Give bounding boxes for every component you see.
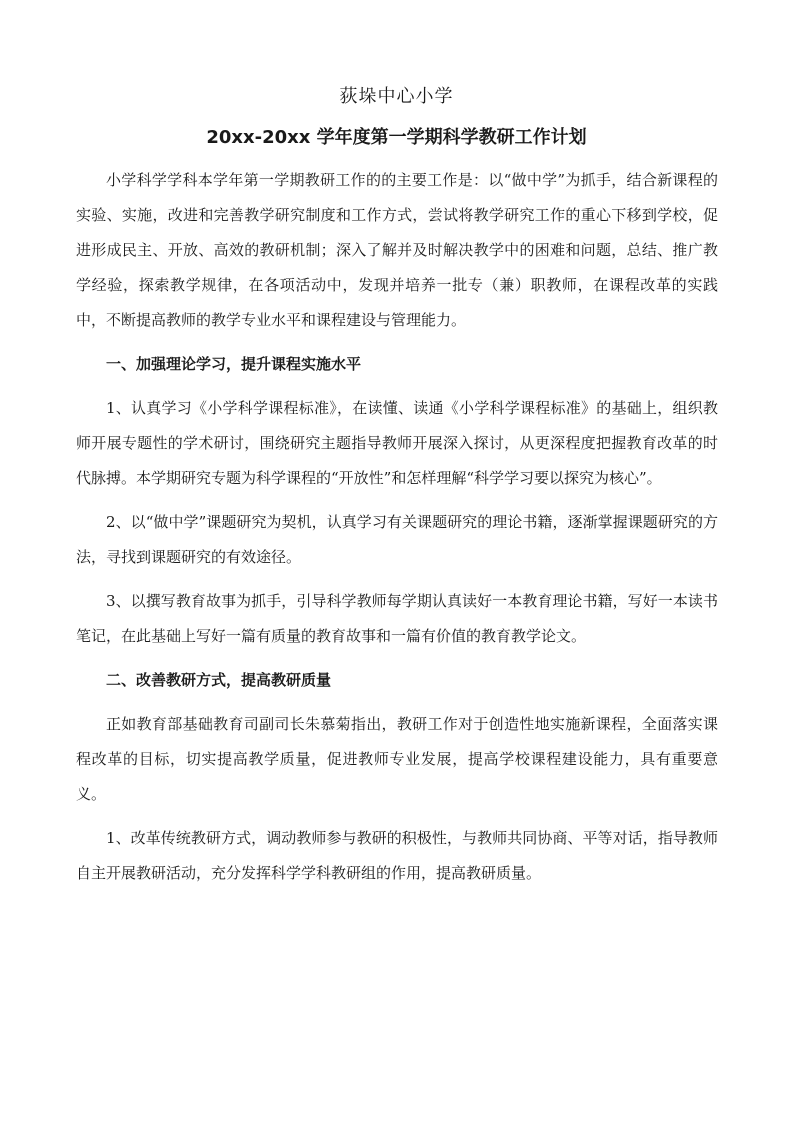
school-name: 荻垛中心小学 [339,86,454,107]
section1-item-2: 2、以“做中学”课题研究为契机，认真学习有关课题研究的理论书籍，逐渐掌握课题研究的方法，寻找到课题研究的有效途径。 [76,513,718,566]
section2-intro: 正如教育部基础教育司副司长朱慕菊指出，教研工作对于创造性地实施新课程，全面落实课程改革的目标，切实提高教学质量，促进教师专业发展，提高学校课程建设能力，具有重要意义。 [76,715,718,803]
section1-item-1: 1、认真学习《小学科学课程标准》，在读懂、读通《小学科学课程标准》的基础上，组织教师开展专题性的学术研讨，围绕研究主题指导教师开展深入探讨，从更深程度把握教育改革的时代脉搏。本学期研究专题为科学课程的“开放性”和怎样理解“科学学习要以探究为核心”。 [76,399,718,487]
section1-item-3: 3、以撰写教育故事为抓手，引导科学教师每学期认真读好一本教育理论书籍，写好一本读书笔记，在此基础上写好一篇有质量的教育故事和一篇有价值的教育教学论文。 [76,592,718,645]
intro-paragraph: 小学科学学科本学年第一学期教研工作的的主要工作是：以“做中学”为抓手，结合新课程的实验、实施，改进和完善教学研究制度和工作方式，尝试将教学研究工作的重心下移到学校，促进形成民主、开放、高效的教研机制；深入了解并及时解决教学中的困难和问题，总结、推广教学经验，探索教学规律，在各项活动中，发现并培养一批专（兼）职教师，在课程改革的实践中，不断提高教师的教学专业水平和课程建设与管理能力。 [76,171,718,329]
section-heading-1: 一、加强理论学习，提升课程实施水平 [106,355,362,373]
document-body [76,163,718,891]
section-heading-2: 二、改善教研方式，提高教研质量 [106,671,332,689]
plan-title: 20xx-20xx 学年度第一学期科学教研工作计划 [206,127,587,148]
section2-item-1: 1、改革传统教研方式，调动教师参与教研的积极性，与教师共同协商、平等对话，指导教师自主开展教研活动，充分发挥科学学科教研组的作用，提高教研质量。 [76,829,718,882]
